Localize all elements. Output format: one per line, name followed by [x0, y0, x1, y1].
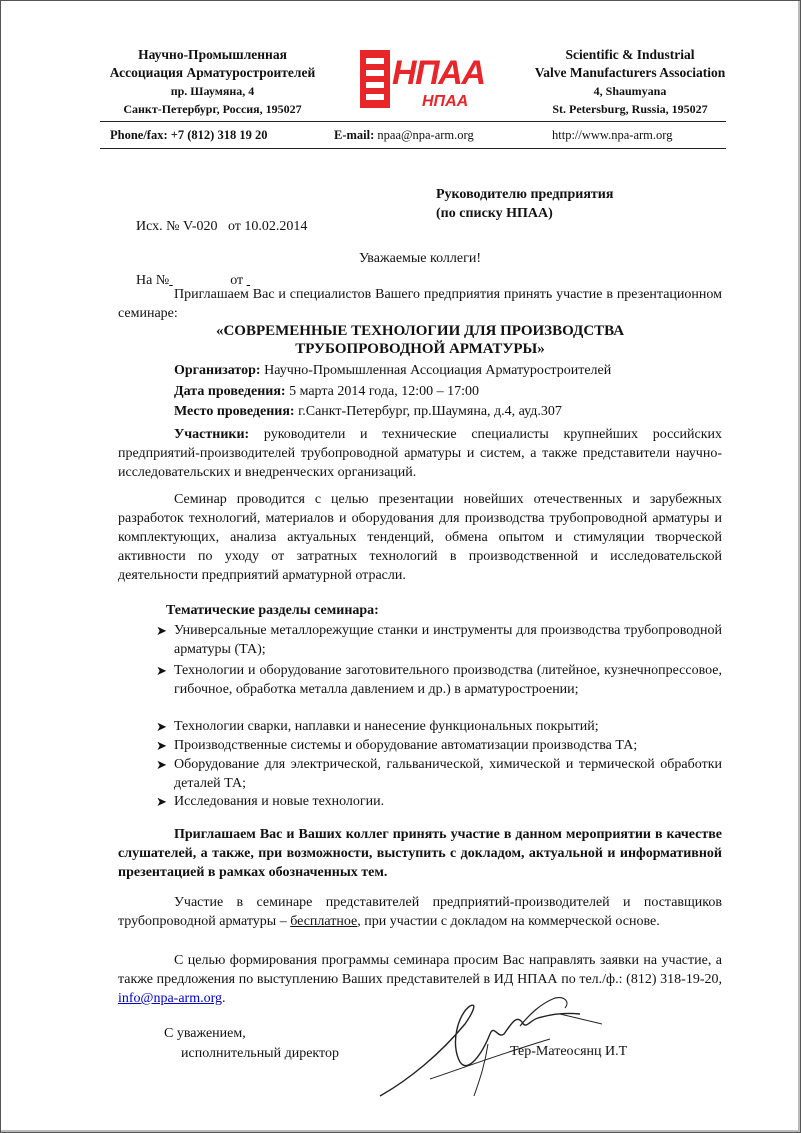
list-item: ➤ Оборудование для электрической, гальванической, химической и термической обработки деталей ТА;	[156, 757, 722, 791]
program-paragraph: С целью формирования программы семинара просим Вас направлять заявки на участие, а также предложения по выступлению Ваших представителей в ИД НПАА по тел./ф.: (812) 318-19-20, info@npa-arm.org.	[118, 953, 722, 1006]
event-place: Место проведения: г.Санкт-Петербург, пр.Шаумяна, д.4, ауд.307	[174, 404, 562, 419]
org-name-ru	[80, 46, 345, 118]
header-rule-bottom	[100, 148, 726, 149]
organizer: Организатор: Научно-Промышленная Ассоциация Арматуростроителей	[174, 363, 612, 378]
header-rule-top	[100, 121, 726, 122]
org-address-1: пр. Шаумяна, 4	[170, 84, 255, 98]
addressee: Руководителю предприятия (по списку НПАА)	[436, 187, 614, 221]
email-link[interactable]: npaa@npa-arm.org	[377, 128, 474, 142]
website[interactable]: http://www.npa-arm.org	[552, 128, 673, 142]
org-en-line-2: Valve Manufacturers Association	[534, 65, 726, 80]
list-item: ➤ Технологии сварки, наплавки и нанесение функциональных покрытий;	[156, 719, 599, 734]
org-address-2: Санкт-Петербург, Россия, 195027	[123, 102, 302, 116]
email-contact: E-mail: npaa@npa-arm.org	[334, 128, 474, 142]
org-name-en	[500, 46, 760, 118]
org-en-line-1: Scientific & Industrial	[565, 47, 695, 62]
invitation-paragraph: Приглашаем Вас и Ваших коллег принять участие в данном мероприятии в качестве слушателей, а также, при возможности, выступить с докладом, актуальной и информативной презентацией в рамках обозначенных тем.	[118, 827, 722, 880]
participants: Участники: руководители и технические специалисты крупнейших российских предприятий-производителей трубопроводной арматуры и систем, а также представители научно-исследовательских и внедренческих организаций.	[118, 426, 722, 480]
purpose-paragraph: Семинар проводится с целью презентации новейших отечественных и зарубежных разработок технологий, материалов и оборудования для производства трубопроводной арматуры и комплектующих, анализа актуальных тенденций, обмена опытом и стимуляции творческой активности по уходу от затратных технологий в производственной и исследовательской деятельности предприятий арматурной отрасли.	[118, 492, 722, 583]
seminar-title: «СОВРЕМЕННЫЕ ТЕХНОЛОГИИ ДЛЯ ПРОИЗВОДСТВА ТРУБОПРОВОДНОЙ АРМАТУРЫ»	[215, 323, 625, 357]
phone-fax: Phone/fax: +7 (812) 318 19 20	[110, 128, 268, 142]
sections-title: Тематические разделы семинара:	[166, 603, 379, 618]
director-name: Тер-Матеосянц И.Т	[510, 1044, 628, 1059]
greeting: Уважаемые коллеги!	[358, 251, 482, 266]
org-line-1: Научно-Промышленная	[138, 47, 287, 62]
free-participation: Участие в семинаре представителей предприятий-производителей и поставщиков трубопроводной арматуры – бесплатное, при участии с докладом на коммерческой основе.	[118, 895, 722, 929]
org-en-address-2: St. Petersburg, Russia, 195027	[552, 102, 708, 116]
seminar-details	[118, 361, 722, 482]
list-item: ➤ Исследования и новые технологии.	[156, 794, 385, 809]
list-item: ➤ Технологии и оборудование заготовительного производства (литейное, кузнечнопрессовое, гибочное, обработка металла давлением и др.) в арматуростроении;	[156, 663, 722, 697]
org-en-address-1: 4, Shaumyana	[593, 84, 667, 98]
event-date: Дата проведения: 5 марта 2014 года, 12:00 – 17:00	[174, 383, 479, 399]
org-line-2: Ассоциация Арматуростроителей	[109, 65, 316, 80]
outgoing-ref: Исх. № V-020 от 10.02.2014 На № от	[136, 219, 308, 288]
list-item: ➤ Производственные системы и оборудование автоматизации производства ТА;	[156, 738, 638, 753]
svg-text:НПАА: НПАА	[422, 93, 469, 110]
npaa-logo	[360, 48, 490, 112]
svg-text:НПАА: НПАА	[392, 54, 486, 92]
info-email-link[interactable]: info@npa-arm.org	[118, 991, 222, 1006]
intro-paragraph: Приглашаем Вас и специалистов Вашего предприятия принять участие в презентационном семинаре:	[118, 287, 722, 321]
signature-block: С уважением, исполнительный директор	[164, 1026, 339, 1061]
list-item: ➤ Универсальные металлорежущие станки и инструменты для производства трубопроводной арматуры (ТА);	[156, 623, 722, 657]
